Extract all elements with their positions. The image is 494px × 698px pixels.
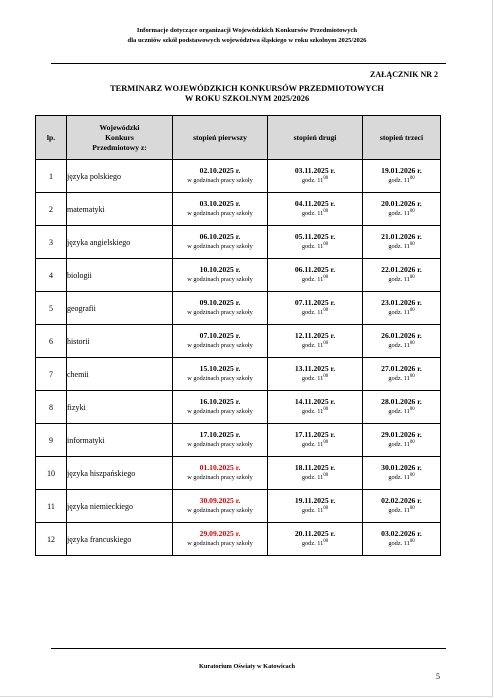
table-row [36, 325, 441, 358]
subject-name: języka angielskiego [67, 226, 173, 259]
time-minutes: 00 [409, 506, 415, 511]
stage-1-cell [173, 292, 268, 325]
stage-3-cell [363, 292, 441, 325]
stage-3-date: 30.01.2026 r. [381, 463, 422, 472]
time-prefix: godz. 11 [301, 507, 324, 514]
stage-2-cell [268, 424, 363, 457]
time-prefix: godz. 11 [388, 474, 410, 481]
page-title [0, 84, 494, 104]
time-minutes: 00 [409, 440, 415, 445]
title-line-2: W ROKU SZKOLNYM 2025/2026 [184, 94, 310, 103]
stage-2-time [268, 308, 362, 318]
subject-name: biologii [67, 259, 173, 292]
stage-3-date: 02.02.2026 r. [381, 496, 422, 505]
stage-2-time [268, 440, 362, 450]
subject-name: języka francuskiego [67, 523, 173, 556]
stage-1-cell [173, 424, 268, 457]
time-minutes: 00 [409, 341, 415, 346]
subject-name: chemii [67, 358, 173, 391]
stage-3-cell [363, 259, 441, 292]
stage-2-cell [268, 490, 363, 523]
stage-3-cell [363, 424, 441, 457]
stage-3-cell [363, 490, 441, 523]
header-subject [67, 116, 173, 160]
subject-name: fizyki [67, 391, 173, 424]
table-row [36, 424, 441, 457]
stage-3-date: 22.01.2026 r. [381, 265, 422, 274]
stage-3-date: 19.01.2026 r. [381, 166, 422, 175]
time-minutes: 00 [323, 341, 329, 346]
stage-2-date: 19.11.2025 r. [294, 496, 336, 505]
header-line-1: Informacje dotyczące organizacji Wojewódzkich Konkursów Przedmiotowych [136, 27, 358, 34]
time-prefix: godz. 11 [301, 309, 324, 316]
table-row [36, 358, 441, 391]
stage-1-note: w godzinach pracy szkoły [187, 507, 253, 514]
stage-1-date: 29.09.2025 r. [199, 529, 241, 538]
stage-1-date: 07.10.2025 r. [199, 331, 241, 340]
table-row [36, 226, 441, 259]
stage-2-date: 20.11.2025 r. [294, 529, 336, 538]
time-prefix: godz. 11 [301, 243, 324, 250]
time-prefix: godz. 11 [388, 177, 410, 184]
time-prefix: godz. 11 [301, 441, 324, 448]
stage-1-note: w godzinach pracy szkoły [187, 210, 253, 217]
time-minutes: 00 [409, 209, 415, 214]
stage-2-date: 06.11.2025 r. [294, 265, 336, 274]
stage-3-date: 27.01.2026 r. [381, 364, 422, 373]
stage-3-time [363, 275, 440, 285]
time-prefix: godz. 11 [388, 507, 410, 514]
stage-3-cell [363, 358, 441, 391]
stage-1-note: w godzinach pracy szkoły [187, 474, 253, 481]
time-prefix: godz. 11 [301, 540, 324, 547]
time-prefix: godz. 11 [388, 210, 410, 217]
stage-2-time [268, 275, 362, 285]
row-number: 5 [36, 292, 67, 325]
header-subject-line-1: Wojewódzki [99, 122, 140, 132]
table-row [36, 391, 441, 424]
time-minutes: 00 [323, 473, 329, 478]
time-prefix: godz. 11 [388, 408, 410, 415]
time-prefix: godz. 11 [301, 375, 324, 382]
stage-3-time [363, 407, 440, 417]
table-row [36, 490, 441, 523]
row-number: 1 [36, 160, 67, 193]
time-prefix: godz. 11 [301, 342, 324, 349]
stage-1-cell [173, 523, 268, 556]
stage-3-date: 20.01.2026 r. [381, 199, 422, 208]
stage-2-time [268, 506, 362, 516]
footer-institution: Kuratorium Oświaty w Katowicach [198, 663, 296, 670]
time-minutes: 00 [323, 275, 329, 280]
stage-1-cell [173, 226, 268, 259]
time-minutes: 00 [409, 275, 415, 280]
stage-2-time [268, 473, 362, 483]
time-minutes: 00 [409, 308, 415, 313]
row-number: 3 [36, 226, 67, 259]
stage-1-note: w godzinach pracy szkoły [187, 177, 253, 184]
row-number: 12 [36, 523, 67, 556]
stage-2-time [268, 242, 362, 252]
stage-2-cell [268, 523, 363, 556]
table-row [36, 193, 441, 226]
stage-2-cell [268, 193, 363, 226]
stage-2-cell [268, 325, 363, 358]
time-minutes: 00 [409, 242, 415, 247]
stage-1-cell [173, 490, 268, 523]
time-prefix: godz. 11 [301, 276, 324, 283]
table-row [36, 160, 441, 193]
row-number: 11 [36, 490, 67, 523]
time-prefix: godz. 11 [388, 342, 410, 349]
time-prefix: godz. 11 [388, 309, 410, 316]
stage-1-cell [173, 193, 268, 226]
stage-3-date: 28.01.2026 r. [381, 397, 422, 406]
stage-3-time [363, 440, 440, 450]
title-line-1: TERMINARZ WOJEWÓDZKICH KONKURSÓW PRZEDMIOTOWYCH [110, 84, 384, 93]
time-minutes: 00 [323, 209, 329, 214]
time-prefix: godz. 11 [301, 408, 324, 415]
stage-3-date: 21.01.2026 r. [381, 232, 422, 241]
stage-1-note: w godzinach pracy szkoły [187, 243, 253, 250]
time-prefix: godz. 11 [388, 441, 410, 448]
stage-3-date: 29.01.2026 r. [381, 430, 422, 439]
subject-name: geografii [67, 292, 173, 325]
stage-1-note: w godzinach pracy szkoły [187, 375, 253, 382]
stage-3-cell [363, 226, 441, 259]
contest-schedule-table [35, 115, 441, 556]
stage-3-time [363, 242, 440, 252]
time-minutes: 00 [323, 539, 329, 544]
subject-name: języka hiszpańskiego [67, 457, 173, 490]
footer-divider [51, 648, 446, 649]
header-stage-3: stopień trzeci [363, 116, 441, 160]
time-minutes: 00 [409, 407, 415, 412]
stage-2-time [268, 407, 362, 417]
header-subject-line-2: Konkurs [105, 132, 134, 142]
stage-2-time [268, 539, 362, 549]
stage-3-cell [363, 193, 441, 226]
stage-1-date: 10.10.2025 r. [199, 265, 241, 274]
stage-2-cell [268, 226, 363, 259]
stage-1-note: w godzinach pracy szkoły [187, 342, 253, 349]
stage-2-date: 12.11.2025 r. [294, 331, 336, 340]
time-minutes: 00 [409, 539, 415, 544]
time-prefix: godz. 11 [301, 210, 324, 217]
time-minutes: 00 [323, 374, 329, 379]
stage-3-time [363, 539, 440, 549]
time-minutes: 00 [323, 308, 329, 313]
stage-2-time [268, 374, 362, 384]
stage-1-note: w godzinach pracy szkoły [187, 408, 253, 415]
stage-3-time [363, 209, 440, 219]
time-minutes: 00 [323, 176, 329, 181]
stage-2-date: 05.11.2025 r. [294, 232, 336, 241]
page-number: 5 [436, 672, 440, 681]
stage-2-cell [268, 160, 363, 193]
header-stage-2: stopień drugi [268, 116, 363, 160]
stage-1-cell [173, 358, 268, 391]
table-row [36, 292, 441, 325]
stage-2-date: 13.11.2025 r. [294, 364, 336, 373]
row-number: 4 [36, 259, 67, 292]
stage-3-time [363, 374, 440, 384]
table-header-row [36, 116, 441, 160]
stage-3-date: 23.01.2026 r. [381, 298, 422, 307]
header-lp: lp. [36, 116, 67, 160]
stage-1-date: 01.10.2025 r. [199, 463, 241, 472]
stage-3-time [363, 308, 440, 318]
stage-2-cell [268, 259, 363, 292]
stage-3-cell [363, 391, 441, 424]
table-row [36, 523, 441, 556]
stage-1-note: w godzinach pracy szkoły [187, 309, 253, 316]
subject-name: historii [67, 325, 173, 358]
stage-3-cell [363, 325, 441, 358]
time-minutes: 00 [409, 473, 415, 478]
stage-1-cell [173, 259, 268, 292]
document-header [0, 26, 494, 46]
time-minutes: 00 [323, 407, 329, 412]
stage-2-time [268, 341, 362, 351]
stage-2-date: 18.11.2025 r. [294, 463, 336, 472]
subject-name: języka polskiego [67, 160, 173, 193]
stage-2-date: 03.11.2025 r. [294, 166, 336, 175]
stage-1-note: w godzinach pracy szkoły [187, 441, 253, 448]
stage-2-cell [268, 358, 363, 391]
stage-1-date: 06.10.2025 r. [199, 232, 241, 241]
time-prefix: godz. 11 [301, 177, 324, 184]
row-number: 8 [36, 391, 67, 424]
stage-3-date: 03.02.2026 r. [381, 529, 422, 538]
stage-3-time [363, 341, 440, 351]
row-number: 9 [36, 424, 67, 457]
stage-1-note: w godzinach pracy szkoły [187, 276, 253, 283]
time-prefix: godz. 11 [388, 243, 410, 250]
row-number: 7 [36, 358, 67, 391]
stage-1-note: w godzinach pracy szkoły [187, 540, 253, 547]
stage-1-date: 16.10.2025 r. [199, 397, 241, 406]
subject-name: języka niemieckiego [67, 490, 173, 523]
stage-3-date: 26.01.2026 r. [381, 331, 422, 340]
stage-3-time [363, 473, 440, 483]
row-number: 2 [36, 193, 67, 226]
stage-2-time [268, 209, 362, 219]
stage-3-time [363, 176, 440, 186]
header-divider [51, 63, 446, 64]
annex-label: ZAŁĄCZNIK NR 2 [369, 70, 438, 79]
stage-2-time [268, 176, 362, 186]
header-stage-1: stopień pierwszy [173, 116, 268, 160]
stage-1-date: 15.10.2025 r. [199, 364, 241, 373]
row-number: 10 [36, 457, 67, 490]
stage-1-cell [173, 160, 268, 193]
stage-2-cell [268, 391, 363, 424]
stage-3-cell [363, 523, 441, 556]
time-prefix: godz. 11 [388, 375, 410, 382]
time-minutes: 00 [323, 440, 329, 445]
stage-2-date: 07.11.2025 r. [294, 298, 336, 307]
time-minutes: 00 [409, 374, 415, 379]
time-prefix: godz. 11 [388, 276, 410, 283]
stage-3-cell [363, 457, 441, 490]
stage-1-date: 30.09.2025 r. [199, 496, 241, 505]
stage-3-time [363, 506, 440, 516]
stage-1-date: 09.10.2025 r. [199, 298, 241, 307]
time-minutes: 00 [409, 176, 415, 181]
time-minutes: 00 [323, 506, 329, 511]
subject-name: informatyki [67, 424, 173, 457]
table-row [36, 259, 441, 292]
header-line-2: dla uczniów szkół podstawowych województwa śląskiego w roku szkolnym 2025/2026 [127, 37, 367, 44]
time-prefix: godz. 11 [388, 540, 410, 547]
stage-1-date: 17.10.2025 r. [199, 430, 241, 439]
stage-1-date: 02.10.2025 r. [199, 166, 241, 175]
stage-1-cell [173, 457, 268, 490]
stage-1-date: 03.10.2025 r. [199, 199, 241, 208]
table-row [36, 457, 441, 490]
stage-2-date: 04.11.2025 r. [294, 199, 336, 208]
stage-1-cell [173, 391, 268, 424]
stage-1-cell [173, 325, 268, 358]
stage-2-date: 17.11.2025 r. [294, 430, 336, 439]
time-minutes: 00 [323, 242, 329, 247]
time-prefix: godz. 11 [301, 474, 324, 481]
stage-2-cell [268, 292, 363, 325]
stage-3-cell [363, 160, 441, 193]
stage-2-cell [268, 457, 363, 490]
subject-name: matematyki [67, 193, 173, 226]
stage-2-date: 14.11.2025 r. [294, 397, 336, 406]
header-subject-line-3: Przedmiotowy z: [92, 142, 147, 152]
row-number: 6 [36, 325, 67, 358]
